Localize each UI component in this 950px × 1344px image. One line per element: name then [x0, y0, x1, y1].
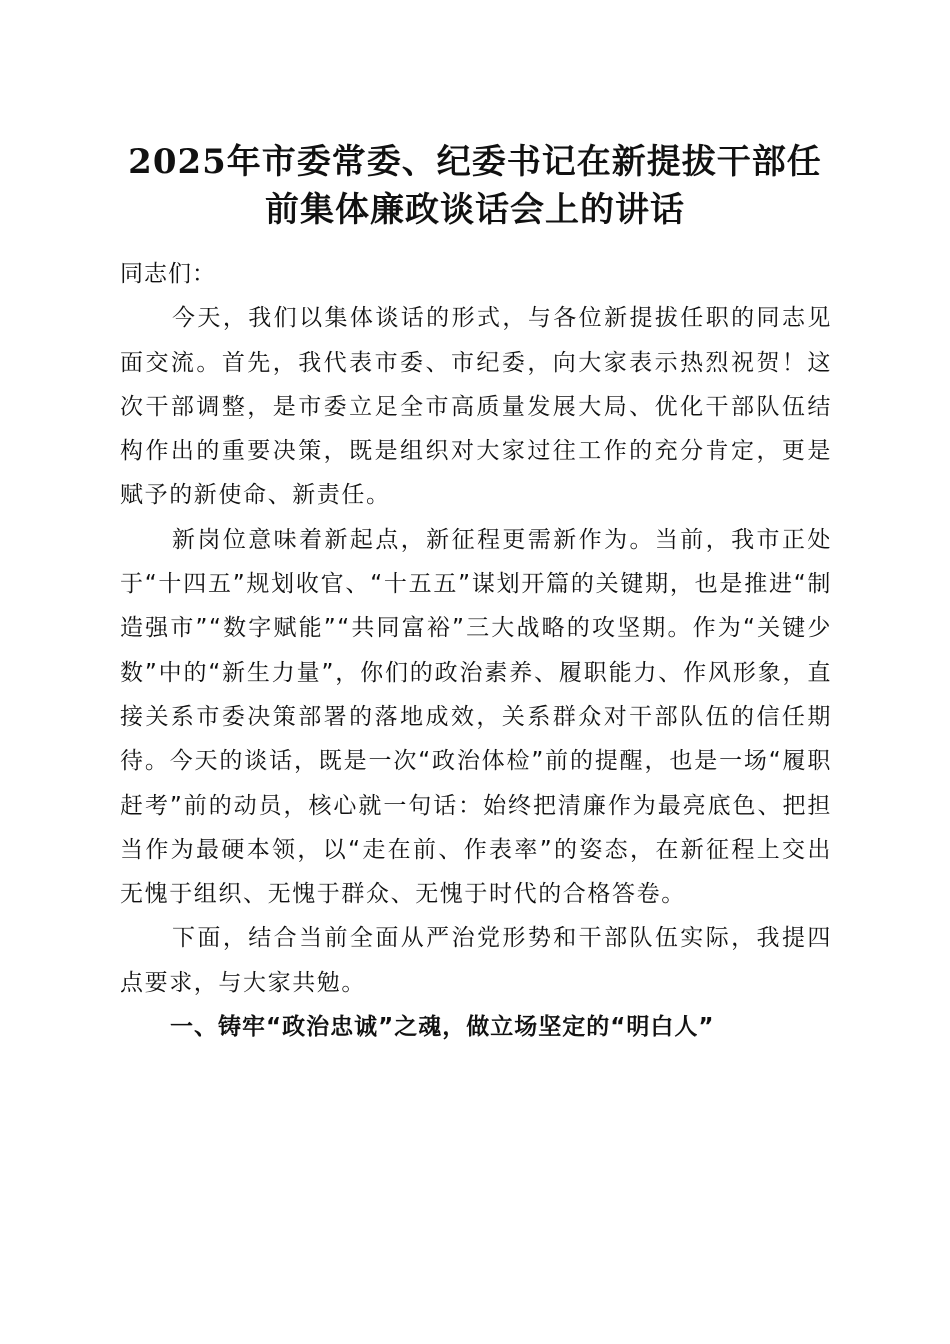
title-line-1: 2025年市委常委、纪委书记在新提拔干部任: [128, 142, 822, 182]
paragraph-3: 下面，结合当前全面从严治党形势和干部队伍实际，我提四点要求，与大家共勉。: [120, 925, 832, 996]
paragraph-2: 新岗位意味着新起点，新征程更需新作为。当前，我市正处于“十四五”规划收官、“十五五”谋划开篇的关键期，也是推进“制造强市”“数字赋能”“共同富裕”三大战略的攻坚期。作为“关键少数”中的“新生力量”，你们的政治素养、履职能力、作风形象，直接关系市委决策部署的落地成效，关系群众对干部队伍的信任期待。今天的谈话，既是一次“政治体检”前的提醒，也是一场“履职赶考”前的动员，核心就一句话：始终把清廉作为最亮底色、把担当作为最硬本领，以“走在前、作表率”的姿态，在新征程上交出无愧于组织、无愧于群众、无愧于时代的合格答卷。: [120, 526, 832, 908]
paragraph-1: 今天，我们以集体谈话的形式，与各位新提拔任职的同志见面交流。首先，我代表市委、市纪委，向大家表示热烈祝贺！这次干部调整，是市委立足全市高质量发展大局、优化干部队伍结构作出的重要决策，既是组织对大家过往工作的充分肯定，更是赋予的新使命、新责任。: [120, 305, 832, 509]
title-line-2: 前集体廉政谈话会上的讲话: [265, 190, 685, 230]
section-heading-1: 一、铸牢“政治忠诚”之魂，做立场坚定的“明白人”: [170, 1014, 715, 1041]
document-body: [120, 252, 832, 1049]
salutation: 同志们：: [120, 261, 216, 287]
document-title: [100, 138, 850, 234]
